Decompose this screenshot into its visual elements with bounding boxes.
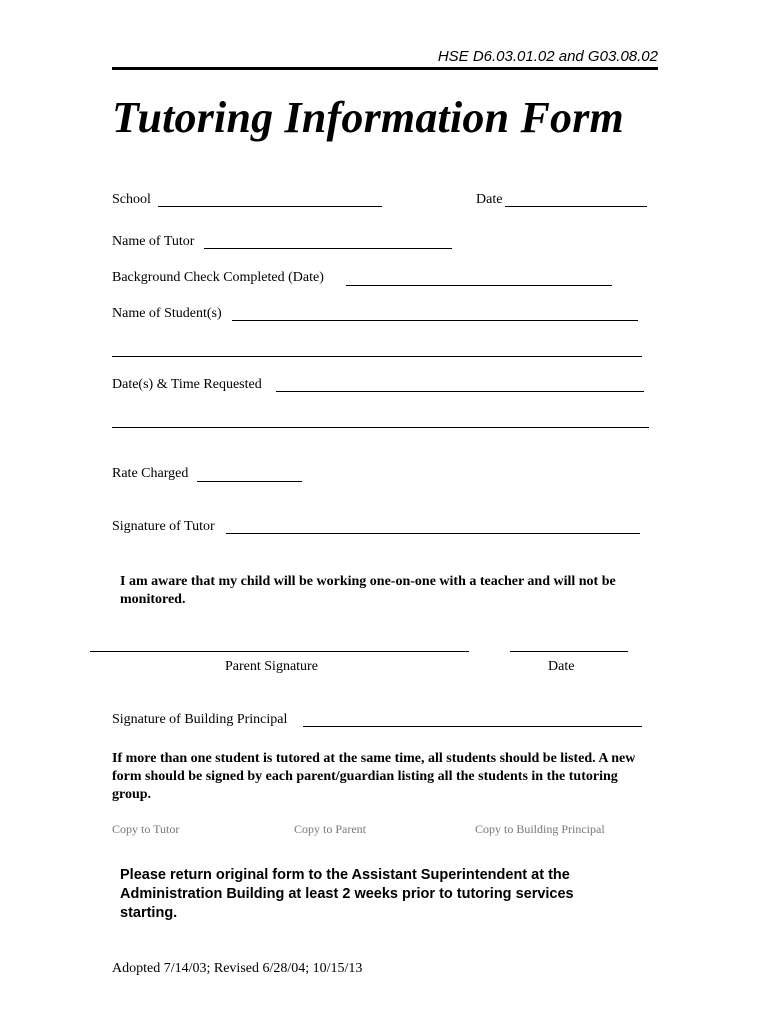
copy-to-parent: Copy to Parent bbox=[294, 822, 366, 836]
date-label: Date bbox=[476, 192, 503, 207]
date-time-label: Date(s) & Time Requested bbox=[112, 377, 262, 392]
page-title: Tutoring Information Form bbox=[112, 93, 624, 142]
parent-signature-label: Parent Signature bbox=[225, 659, 318, 674]
students-label: Name of Student(s) bbox=[112, 306, 222, 321]
tutor-name-field[interactable] bbox=[204, 248, 452, 249]
return-instructions: Please return original form to the Assistant Superintendent at the Administration Building at least 2 weeks prior to tutoring services starting. bbox=[120, 867, 574, 921]
tutor-signature-label: Signature of Tutor bbox=[112, 519, 215, 534]
date-time-field[interactable] bbox=[276, 391, 644, 392]
school-field[interactable] bbox=[158, 206, 382, 207]
parent-date-field[interactable] bbox=[510, 651, 628, 652]
school-label: School bbox=[112, 192, 151, 207]
students-field[interactable] bbox=[232, 320, 638, 321]
multiple-students-note: If more than one student is tutored at the same time, all students should be listed. A new form should be signed by each parent/guardian listing all the students in the tutoring group. bbox=[112, 751, 636, 802]
copy-to-tutor: Copy to Tutor bbox=[112, 822, 180, 836]
students-field-line-2[interactable] bbox=[112, 356, 642, 357]
adopted-revised-footer: Adopted 7/14/03; Revised 6/28/04; 10/15/13 bbox=[112, 961, 363, 976]
tutor-signature-field[interactable] bbox=[226, 533, 640, 534]
date-time-field-line-2[interactable] bbox=[112, 427, 649, 428]
parent-date-label: Date bbox=[548, 659, 575, 674]
rate-label: Rate Charged bbox=[112, 466, 189, 481]
tutor-name-label: Name of Tutor bbox=[112, 234, 195, 249]
background-check-field[interactable] bbox=[346, 285, 612, 286]
copy-to-principal: Copy to Building Principal bbox=[475, 822, 605, 836]
principal-signature-field[interactable] bbox=[303, 726, 642, 727]
form-code: HSE D6.03.01.02 and G03.08.02 bbox=[437, 48, 658, 65]
header-divider bbox=[112, 67, 658, 70]
parent-signature-field[interactable] bbox=[90, 651, 469, 652]
rate-field[interactable] bbox=[197, 481, 302, 482]
awareness-statement: I am aware that my child will be working one-on-one with a teacher and will not be monitored. bbox=[120, 574, 616, 607]
date-field[interactable] bbox=[505, 206, 647, 207]
background-check-label: Background Check Completed (Date) bbox=[112, 270, 324, 285]
principal-signature-label: Signature of Building Principal bbox=[112, 712, 288, 727]
